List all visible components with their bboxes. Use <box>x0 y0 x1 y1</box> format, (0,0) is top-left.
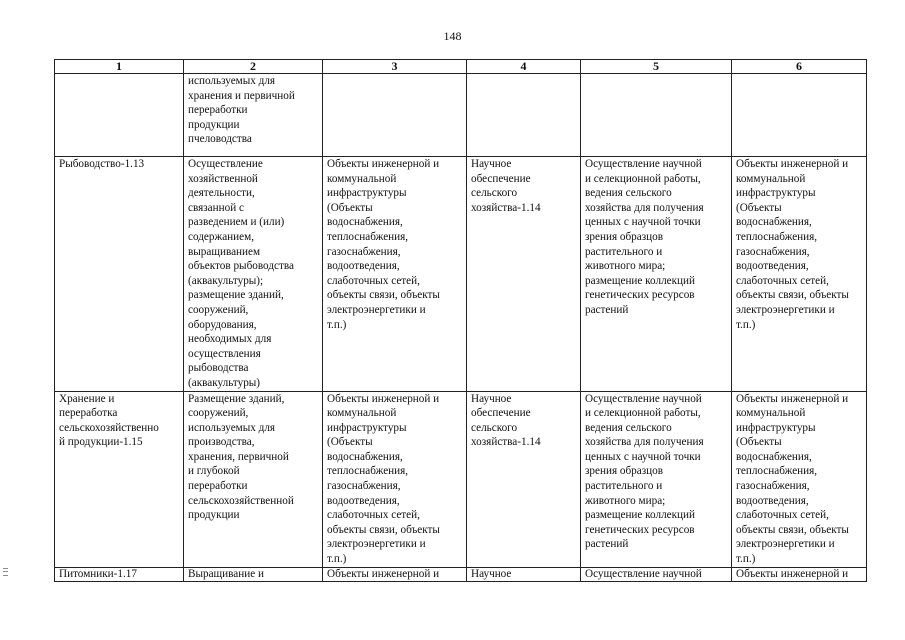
table-cell: Объекты инженерной и <box>732 567 867 581</box>
column-header-2: 2 <box>184 60 323 74</box>
table-cell <box>467 74 581 157</box>
table-row <box>55 567 867 581</box>
land-use-table <box>54 59 867 582</box>
table-cell: Питомники-1.17 <box>55 567 184 581</box>
table-cell <box>323 74 467 157</box>
table-cell: Осуществление хозяйственной деятельности, связанной с разведением и (или) содержанием, выращиванием объектов рыбоводства (аквакультуры); размещение зданий, сооружений, оборудования, необходимых для осуществления рыбоводства (аквакультуры) <box>184 157 323 392</box>
column-header-3: 3 <box>323 60 467 74</box>
table-cell: Рыбоводство-1.13 <box>55 157 184 392</box>
column-header-1: 1 <box>55 60 184 74</box>
table-row <box>55 157 867 392</box>
page-number: 148 <box>443 29 462 43</box>
table-cell: используемых для хранения и первичной переработки продукции пчеловодства <box>184 74 323 157</box>
table-cell: Осуществление научной и селекционной работы, ведения сельского хозяйства для получения ценных с научной точки зрения образцов растительного и животного мира; размещение коллекций генетических ресурсов растений <box>581 391 732 567</box>
table-cell: Объекты инженерной и коммунальной инфраструктуры (Объекты водоснабжения, теплоснабжения, газоснабжения, водоотведения, слаботочных сетей, объекты связи, объекты электроэнергетики и т.п.) <box>732 391 867 567</box>
table-cell: Осуществление научной <box>581 567 732 581</box>
table-cell: Объекты инженерной и коммунальной инфраструктуры (Объекты водоснабжения, теплоснабжения, газоснабжения, водоотведения, слаботочных сетей, объекты связи, объекты электроэнергетики и т.п.) <box>732 157 867 392</box>
table-cell <box>55 74 184 157</box>
table-cell: Хранение и переработка сельскохозяйственно й продукции-1.15 <box>55 391 184 567</box>
margin-mark-icon <box>3 568 8 576</box>
table-cell <box>581 74 732 157</box>
table-cell: Осуществление научной и селекционной работы, ведения сельского хозяйства для получения ценных с научной точки зрения образцов растительного и животного мира; размещение коллекций генетических ресурсов растений <box>581 157 732 392</box>
table-cell: Размещение зданий, сооружений, используемых для производства, хранения, первичной и глубокой переработки сельскохозяйственной продукции <box>184 391 323 567</box>
column-header-4: 4 <box>467 60 581 74</box>
table-cell: Объекты инженерной и коммунальной инфраструктуры (Объекты водоснабжения, теплоснабжения, газоснабжения, водоотведения, слаботочных сетей, объекты связи, объекты электроэнергетики и т.п.) <box>323 157 467 392</box>
table-header-row <box>55 60 867 74</box>
column-header-5: 5 <box>581 60 732 74</box>
table-cell: Объекты инженерной и <box>323 567 467 581</box>
table-cell: Объекты инженерной и коммунальной инфраструктуры (Объекты водоснабжения, теплоснабжения, газоснабжения, водоотведения, слаботочных сетей, объекты связи, объекты электроэнергетики и т.п.) <box>323 391 467 567</box>
column-header-6: 6 <box>732 60 867 74</box>
table-cell: Научное <box>467 567 581 581</box>
table-cell: Научное обеспечение сельского хозяйства-1.14 <box>467 157 581 392</box>
table-cell: Выращивание и <box>184 567 323 581</box>
table-row <box>55 391 867 567</box>
table-cell <box>732 74 867 157</box>
table-row <box>55 74 867 157</box>
table-cell: Научное обеспечение сельского хозяйства-1.14 <box>467 391 581 567</box>
